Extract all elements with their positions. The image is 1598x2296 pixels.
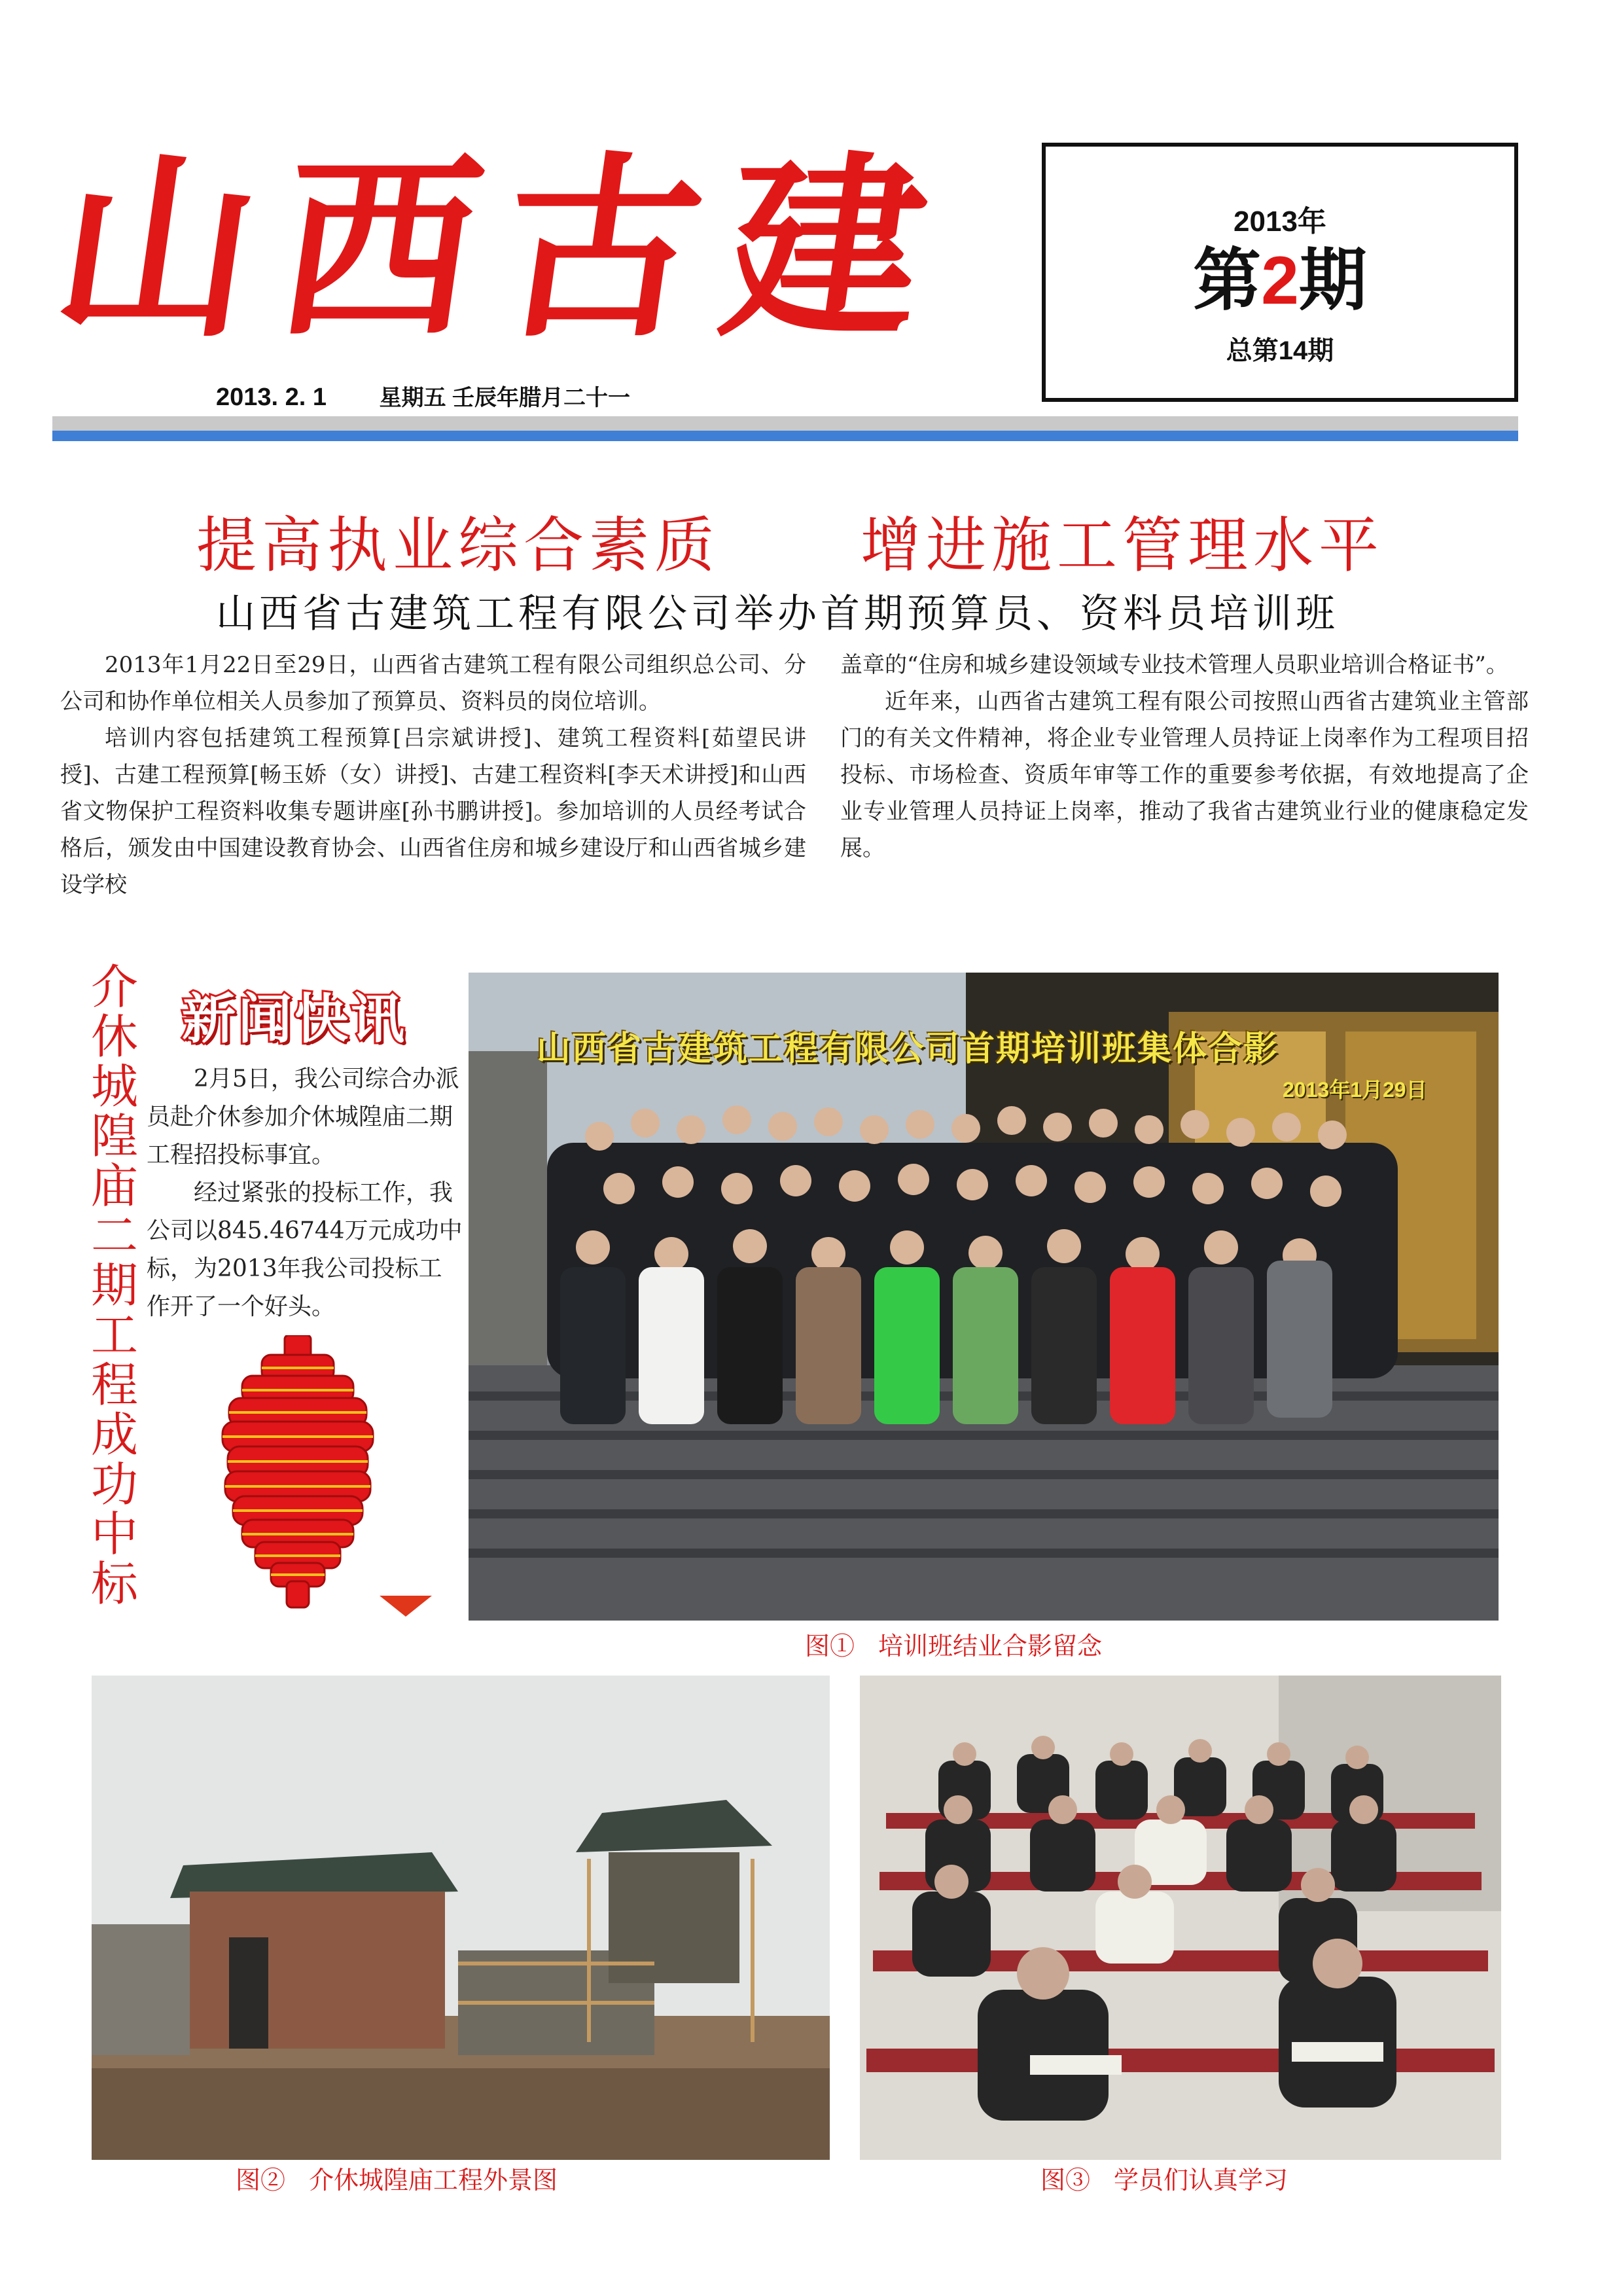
article-column-right: [840, 647, 1529, 867]
issue-total: 总第14期: [1226, 336, 1334, 365]
issue-number-value: 2: [1261, 243, 1299, 319]
masthead-title: 山西古建: [43, 133, 965, 364]
news-paragraph: 经过紧张的投标工作，我公司以845.46744万元成功中标，为2013年我公司投标工作开了一个好头。: [147, 1179, 463, 1320]
issue-date: 2013. 2. 1: [216, 384, 327, 411]
issue-date-line: [216, 380, 630, 412]
caption-number: 图①: [805, 1632, 855, 1660]
caption-photo-2: [236, 2160, 558, 2196]
news-flash-label: 新闻快讯: [182, 990, 408, 1049]
issue-number-prefix: 第: [1193, 243, 1262, 319]
article-paragraph: 近年来，山西省古建筑工程有限公司按照山西省古建筑业主管部门的有关文件精神，将企业专业管理人员持证上岗率作为工程项目招投标、市场检查、资质年审等工作的重要参考依据，有效地提高了企业专业管理人员持证上岗率，推动了我省古建筑业行业的健康稳定发展。: [840, 689, 1529, 861]
news-paragraph: 2月5日，我公司综合办派员赴介休参加介休城隍庙二期工程招投标事宜。: [147, 1066, 459, 1168]
header-divider-blue: [52, 431, 1518, 441]
caption-number: 图②: [236, 2166, 286, 2195]
group-photo-date: 2013年1月29日: [1283, 1078, 1427, 1102]
article-column-left: [60, 647, 806, 903]
news-vertical-title: 介 休 城 隍 庙 二 期 工 程 成 功 中 标: [90, 960, 138, 1611]
caption-text: 介休城隍庙工程外景图: [309, 2166, 558, 2195]
header-divider-grey: [52, 416, 1518, 431]
caption-text: 学员们认真学习: [1114, 2166, 1288, 2195]
group-photo: [469, 973, 1499, 1621]
issue-weekday: 星期五 壬辰年腊月二十一: [379, 386, 631, 410]
caption-number: 图③: [1040, 2166, 1091, 2195]
caption-text: 培训班结业合影留念: [878, 1632, 1103, 1660]
arrow-down-icon: [380, 1596, 432, 1617]
main-headline: [196, 497, 1413, 581]
article-paragraph-continued: 盖章的“住房和城乡建设领域专业技术管理人员职业培训合格证书”。: [840, 652, 1508, 678]
issue-number: [1046, 245, 1514, 317]
issue-box: [1042, 143, 1518, 402]
article-paragraph: 培训内容包括建筑工程预算[吕宗斌讲授]、建筑工程资料[茹望民讲授]、古建工程预算[畅玉娇（女）讲授]、古建工程资料[李天术讲授]和山西省文物保护工程资料收集专题讲座[孙书鹏讲授]。参加培训的人员经考试合格后，颁发由中国建设教育协会、山西省住房和城乡建设厅和山西省城乡建设学校: [60, 725, 806, 898]
firecracker-icon: [216, 1335, 380, 1610]
headline-part-2: 增进施工管理水平: [861, 511, 1385, 581]
issue-number-suffix: 期: [1298, 243, 1367, 319]
caption-photo-3: [1040, 2160, 1288, 2196]
group-photo-banner: 山西省古建筑工程有限公司首期培训班集体合影: [537, 1030, 1279, 1068]
classroom-photo: [860, 1676, 1501, 2160]
sub-headline: 山西省古建筑工程有限公司举办首期预算员、资料员培训班: [216, 591, 1339, 637]
news-body: [147, 1060, 465, 1326]
headline-part-1: 提高执业综合素质: [196, 511, 720, 581]
article-paragraph: 2013年1月22日至29日，山西省古建筑工程有限公司组织总公司、分公司和协作单位相关人员参加了预算员、资料员的岗位培训。: [60, 652, 806, 715]
temple-photo: [92, 1676, 830, 2160]
issue-year: 2013年: [1234, 206, 1326, 238]
caption-photo-1: [805, 1626, 1102, 1662]
